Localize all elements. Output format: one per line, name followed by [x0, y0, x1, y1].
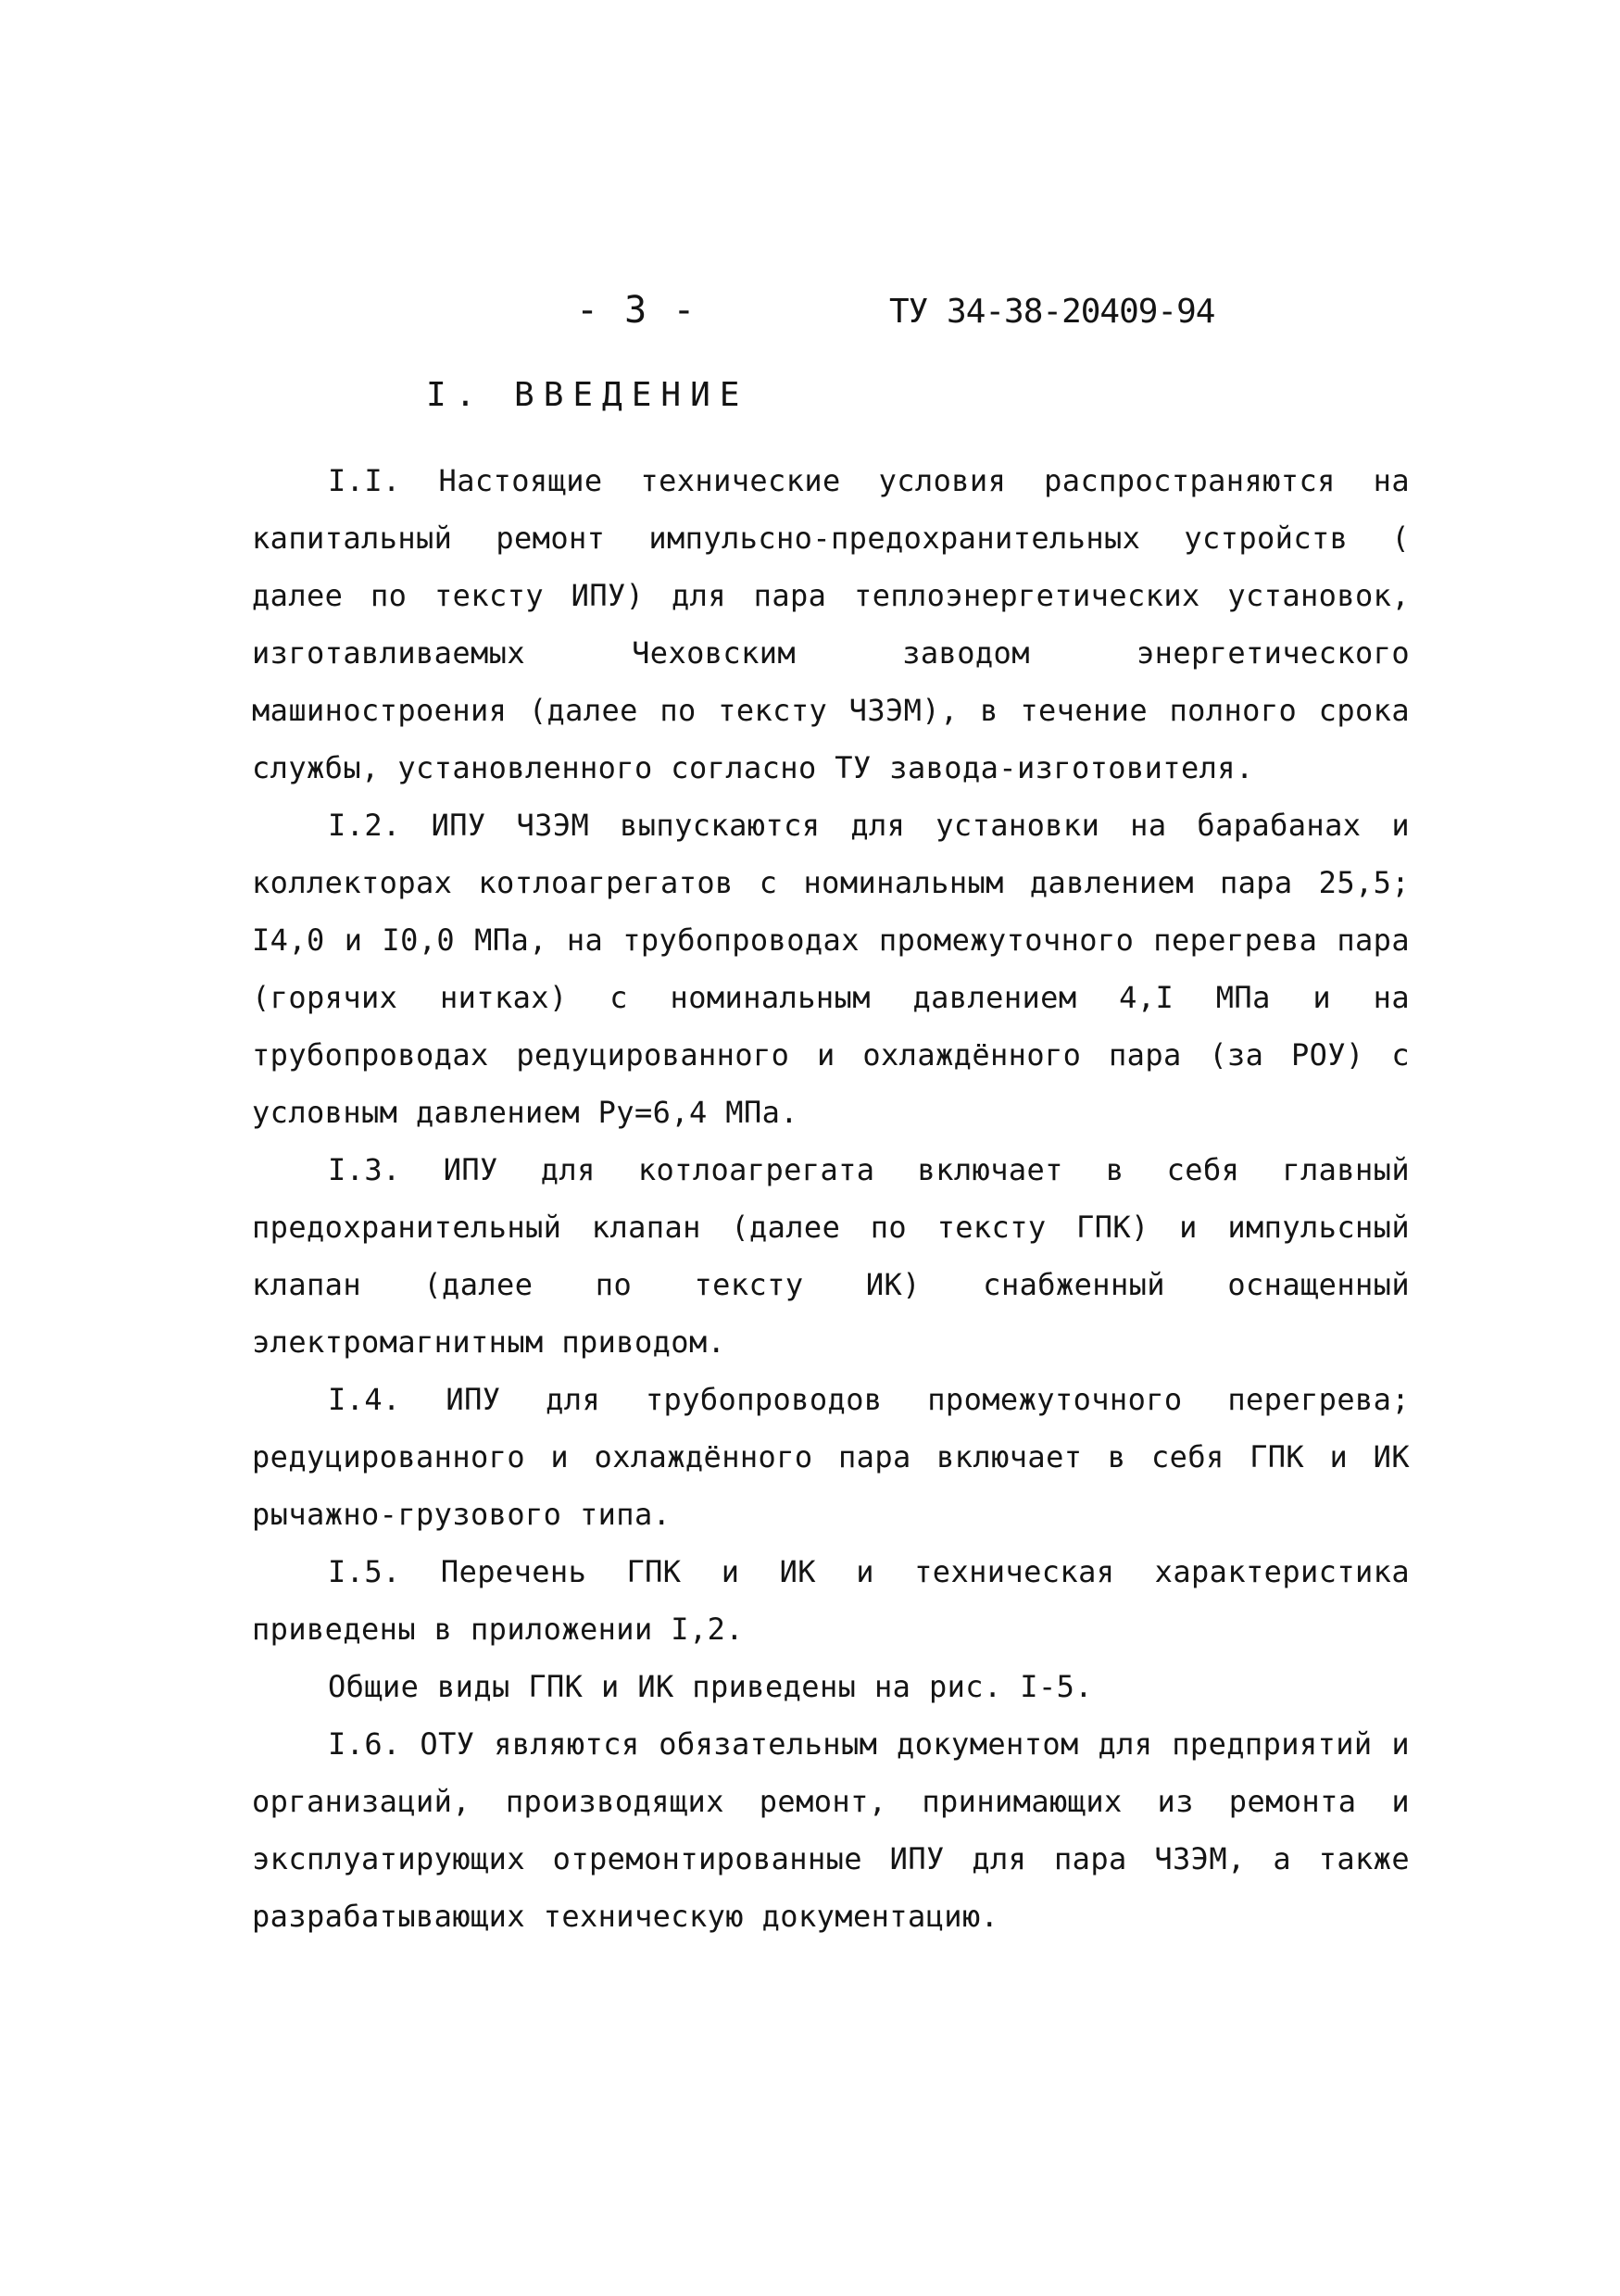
- section-title: I. ВВЕДЕНИЕ: [426, 376, 749, 414]
- paragraph-figures-note: Общие виды ГПК и ИК приведены на рис. I-5.: [328, 1669, 1093, 1704]
- paragraph-1-6: I.6. ОТУ являются обязательным документом для предприятий и организаций, производящих ремонт, принимающих из ремонта и эксплуатирующих отремонтированные ИПУ для пара ЧЗЭМ, а также разрабатывающих техническую документацию.: [252, 1726, 1410, 1934]
- paragraph-1-5: I.5. Перечень ГПК и ИК и техническая характеристика приведены в приложении I,2.: [252, 1554, 1410, 1647]
- document-body: [252, 452, 1410, 1945]
- document-code: ТУ 34-38-20409-94: [889, 293, 1215, 331]
- paragraph-1-2: I.2. ИПУ ЧЗЭМ выпускаются для установки на барабанах и коллекторах котлоагрегатов с номинальным давлением пара 25,5; I4,0 и I0,0 МПа, на трубопроводах промежуточного перегрева пара (горячих нитках) с номинальным давлением 4,I МПа и на трубопроводах редуцированного и охлаждённого пара (за РОУ) с условным давлением Ру=6,4 МПа.: [252, 808, 1410, 1130]
- paragraph-1-1: I.I. Настоящие технические условия распространяются на капитальный ремонт импульсно-предохранительных устройств ( далее по тексту ИПУ) для пара теплоэнергетических установок, изготавливаемых Чеховским заводом энергетического машиностроения (далее по тексту ЧЗЭМ), в течение полного срока службы, установленного согласно ТУ завода-изготовителя.: [252, 463, 1410, 785]
- paragraph-1-4: I.4. ИПУ для трубопроводов промежуточного перегрева; редуцированного и охлаждённого пара включает в себя ГПК и ИК рычажно-грузового типа.: [252, 1382, 1410, 1532]
- paragraph-1-3: I.3. ИПУ для котлоагрегата включает в себя главный предохранительный клапан (далее по тексту ГПК) и импульсный клапан (далее по тексту ИК) снабженный оснащенный электромагнитным приводом.: [252, 1152, 1410, 1360]
- page-number: - 3 -: [576, 289, 697, 332]
